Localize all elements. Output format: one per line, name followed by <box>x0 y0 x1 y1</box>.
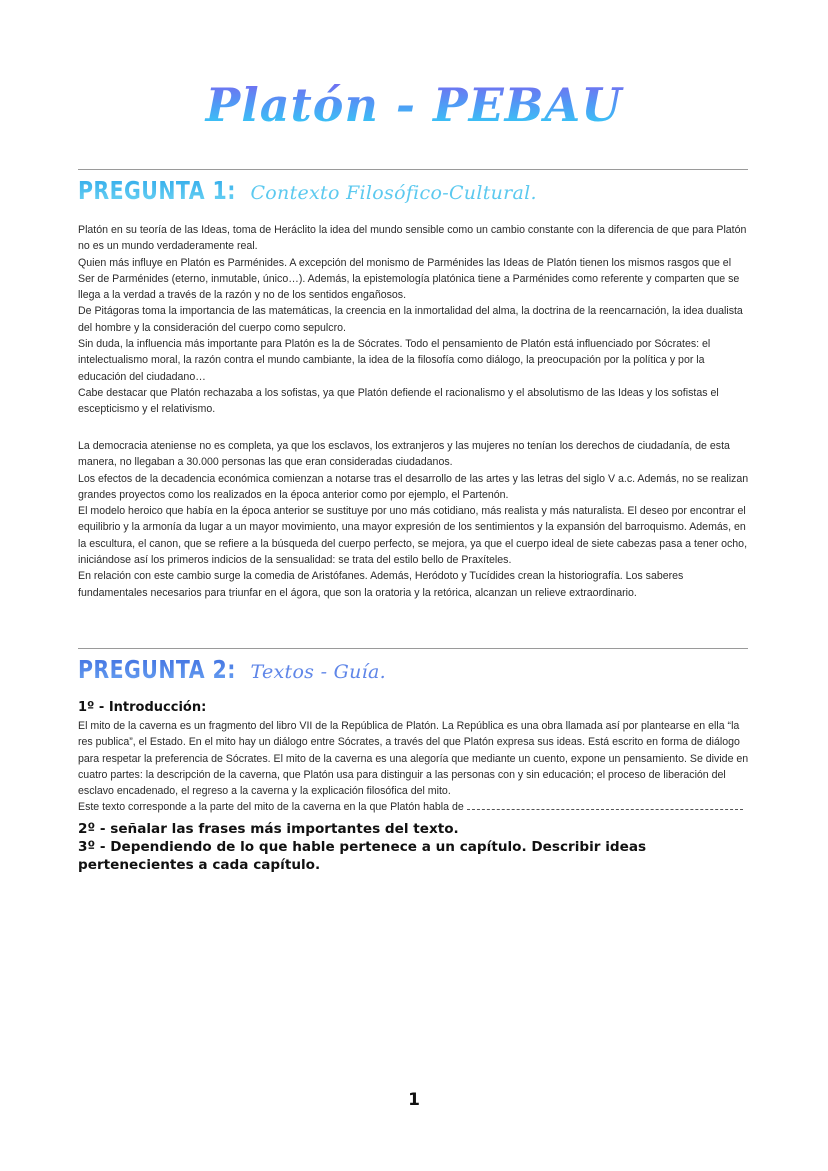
pregunta-1-influences <box>78 222 750 418</box>
paragraph-socrates: Sin duda, la influencia más importante para Platón es la de Sócrates. Todo el pensamiento de Platón está influenciado por Sócrates: el intelectualismo moral, la razón contra el mundo cambiante, la idea de la filosofía como diálogo, la preocupación por la política y por la educación del ciudadano… <box>78 338 711 383</box>
pregunta-1-label: PREGUNTA 1: <box>78 176 236 205</box>
document-title: Platón - PEBAU <box>0 78 828 132</box>
task-2: 2º - señalar las frases más importantes del texto. <box>78 821 459 837</box>
pregunta-1-context <box>78 438 750 601</box>
divider-2 <box>78 648 748 649</box>
paragraph-sofistas: Cabe destacar que Platón rechazaba a los sofistas, ya que Platón defiende el racionalismo y el absolutismo de las Ideas y los sofistas el escepticismo y el relativismo. <box>78 386 719 416</box>
pregunta-1-heading <box>78 176 537 205</box>
paragraph-modelo-heroico: El modelo heroico que había en la época anterior se sustituye por uno más cotidiano, más realista y más naturalista. El deseo por encontrar el equilibrio y la armonía da lugar a un mayor movimiento, una mayor expresión de los sentimientos y la expansión del barroquismo. Además, en la escultura, el canon, que se refiere a la búsqueda del cuerpo perfecto, se mejora, ya que el cuerpo ideal de siete cabezas pasa a tener ocho, iniciándose así los primeros indicios de la sensualidad: se trata del estilo bello de Praxíteles. <box>78 505 748 567</box>
intro-heading: 1º - Introducción: <box>78 700 207 715</box>
fill-in-line <box>78 799 750 815</box>
fill-in-text: Este texto corresponde a la parte del mito de la caverna en la que Platón habla de <box>78 801 464 814</box>
intro-paragraph: El mito de la caverna es un fragmento del libro VII de la República de Platón. La República es una obra llamada así por plantearse en ella “la res publica”, el Estado. En el mito hay un diálogo entre Sócrates, a través del que Platón expresa sus ideas. Está escrito en forma de diálogo para respetar la preferencia de Sócrates. El mito de la caverna es una alegoría que mediante un cuento, expone un pensamiento. Se divide en cuatro partes: la descripción de la caverna, que Platón usa para distinguir a las personas con y sin educación; el proceso de liberación del esclavo encadenado, el regreso a la caverna y la explicación filosófica del mito. <box>78 720 749 798</box>
intro-block <box>78 718 750 816</box>
paragraph-decadencia: Los efectos de la decadencia económica comienzan a notarse tras el desarrollo de las artes y las letras del siglo V a.c. Además, no se realizan grandes proyectos como los realizados en la época anterior como por ejemplo, el Partenón. <box>78 472 749 501</box>
task-3: 3º - Dependiendo de lo que hable pertenece a un capítulo. Describir ideas pertenecientes a cada capítulo. <box>78 839 647 873</box>
paragraph-comedia: En relación con este cambio surge la comedia de Aristófanes. Además, Heródoto y Tucídides crean la historiografía. Los saberes fundamentales necesarios para triunfar en el ágora, que son la oratoria y la retórica, alcanzan un relieve extraordinario. <box>78 570 684 599</box>
page-number: 1 <box>408 1090 420 1110</box>
pregunta-2-heading <box>78 655 386 684</box>
paragraph-heraclito: Platón en su teoría de las Ideas, toma de Heráclito la idea del mundo sensible como un cambio constante con la diferencia de que para Platón no es un mundo verdaderamente real. <box>78 224 747 253</box>
pregunta-1-subtitle: Contexto Filosófico-Cultural. <box>250 182 537 204</box>
paragraph-parmenides: Quien más influye en Platón es Parménides. A excepción del monismo de Parménides las Ideas de Platón tienen los mismos rasgos que el Ser de Parménides (eterno, inmutable, único…). Además, la epistemología platónica tiene a Parménides como referente y comparten que se llega a la verdad a través de la razón y no de los sentidos engañosos. <box>78 256 740 302</box>
divider-1 <box>78 169 748 170</box>
pregunta-2-label: PREGUNTA 2: <box>78 655 236 684</box>
fill-in-blank <box>467 800 743 810</box>
paragraph-democracia: La democracia ateniense no es completa, ya que los esclavos, los extranjeros y las mujeres no tenían los derechos de ciudadanía, de esta manera, no llegaban a 30.000 personas las que eran consideradas ciudadanos. <box>78 440 730 469</box>
pregunta-2-subtitle: Textos - Guía. <box>250 661 386 683</box>
paragraph-pitagoras: De Pitágoras toma la importancia de las matemáticas, la creencia en la inmortalidad del alma, la doctrina de la reencarnación, la idea dualista del hombre y la consideración del cuerpo como sepulcro. <box>78 305 743 334</box>
